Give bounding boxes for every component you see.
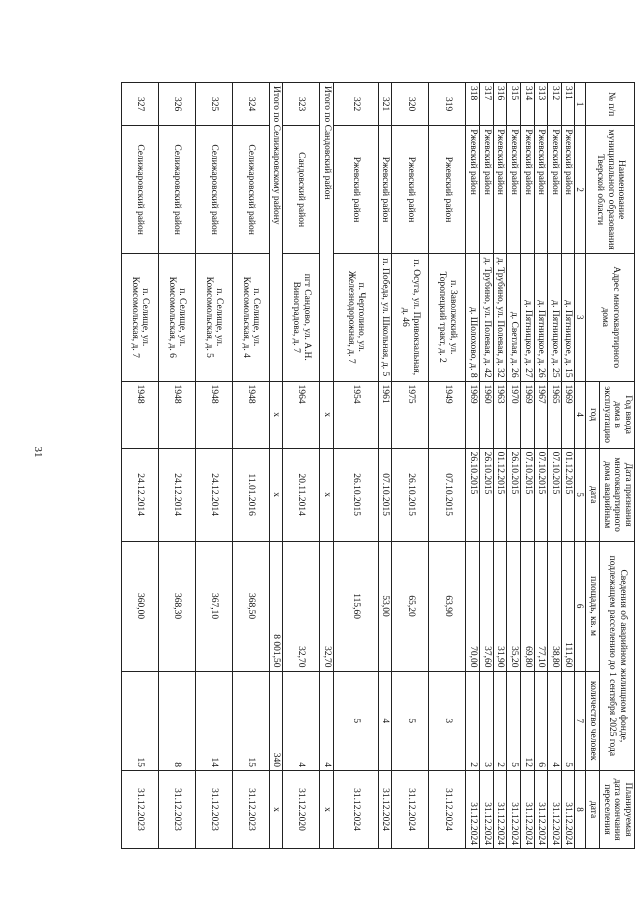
- header-housing-group: Сведения об аварийном жилищном фонде, подлежащем расселению до 1 сентября 2025 года: [600, 541, 635, 770]
- row-area: 77,10: [534, 541, 548, 671]
- column-number: 7: [575, 671, 586, 771]
- row-municipality: Селижаровский район: [232, 126, 269, 254]
- row-num: 321: [378, 83, 392, 126]
- table-row: [493, 83, 507, 849]
- row-address: д. Пятницкое, д. 25: [548, 253, 562, 381]
- row-planned: 31.12.2024: [520, 771, 534, 849]
- row-planned: 31.12.2024: [333, 771, 378, 849]
- row-num: 322: [333, 83, 378, 126]
- row-area: 368,30: [158, 541, 195, 671]
- row-num: 323: [283, 83, 320, 126]
- row-recognition: 01.12.2015: [493, 448, 507, 541]
- row-people: 5: [392, 671, 429, 771]
- row-num: 325: [195, 83, 232, 126]
- row-recognition: 26.10.2015: [333, 448, 378, 541]
- table-row: [548, 83, 562, 849]
- row-year: 1969: [466, 381, 480, 448]
- row-area: 69,80: [520, 541, 534, 671]
- row-num: 326: [158, 83, 195, 126]
- total-area: 32,70: [320, 541, 334, 671]
- row-people: 4: [378, 671, 392, 771]
- row-recognition: 26.10.2015: [466, 448, 480, 541]
- header-area: площадь, кв. м: [586, 541, 600, 671]
- row-people: 3: [429, 671, 466, 771]
- row-year: 1948: [121, 381, 158, 448]
- row-address: п. Осуга, ул. Привокзальная, д. 46: [392, 253, 429, 381]
- row-year: 1948: [158, 381, 195, 448]
- row-planned: 31.12.2023: [195, 771, 232, 849]
- table-row: [232, 83, 269, 849]
- row-recognition: 07.10.2015: [520, 448, 534, 541]
- column-number-row: [575, 83, 586, 849]
- row-planned: 31.12.2024: [429, 771, 466, 849]
- row-recognition: 07.10.2015: [548, 448, 562, 541]
- row-planned: 31.12.2023: [232, 771, 269, 849]
- header-people: количество человек: [586, 671, 600, 771]
- row-planned: 31.12.2024: [561, 771, 575, 849]
- total-people: 4: [320, 671, 334, 771]
- row-address: д. Трубино, ул. Полевая, д. 32: [493, 253, 507, 381]
- row-area: 31,90: [493, 541, 507, 671]
- row-municipality: Ржевский район: [480, 126, 494, 254]
- header-year: год: [586, 381, 600, 448]
- row-recognition: 24.12.2014: [195, 448, 232, 541]
- total-row-seliger: [269, 83, 283, 849]
- row-people: 5: [561, 671, 575, 771]
- total-planned: x: [320, 771, 334, 849]
- column-number: 4: [575, 381, 586, 448]
- header-municipality: Наименование муниципального образования Тверской области: [586, 126, 635, 254]
- column-number: 6: [575, 541, 586, 671]
- row-area: 32,70: [283, 541, 320, 671]
- row-area: 65,20: [392, 541, 429, 671]
- row-planned: 31.12.2024: [507, 771, 521, 849]
- row-municipality: Ржевский район: [392, 126, 429, 254]
- row-area: 63,90: [429, 541, 466, 671]
- row-year: 1975: [392, 381, 429, 448]
- table-row: [283, 83, 320, 849]
- table-row: [466, 83, 480, 849]
- row-num: 327: [121, 83, 158, 126]
- row-municipality: Ржевский район: [561, 126, 575, 254]
- column-number: 3: [575, 253, 586, 381]
- row-people: 8: [158, 671, 195, 771]
- header-recognition-date: дата: [586, 448, 600, 541]
- row-municipality: Селижаровский район: [195, 126, 232, 254]
- row-planned: 31.12.2024: [378, 771, 392, 849]
- row-people: 4: [283, 671, 320, 771]
- total-row-sandovo: [320, 83, 334, 849]
- row-area: 115,60: [333, 541, 378, 671]
- row-planned: 31.12.2024: [392, 771, 429, 849]
- row-people: 15: [121, 671, 158, 771]
- row-num: 319: [429, 83, 466, 126]
- rotated-table-container: [99, 82, 635, 849]
- row-recognition: 20.11.2014: [283, 448, 320, 541]
- row-people: 15: [232, 671, 269, 771]
- row-people: 2: [466, 671, 480, 771]
- total-label: Итого по Селижаровскому району: [269, 83, 283, 382]
- row-people: 3: [480, 671, 494, 771]
- row-planned: 31.12.2024: [493, 771, 507, 849]
- row-address: п. Селище, ул. Комсомольская, д. 5: [195, 253, 232, 381]
- row-num: 318: [466, 83, 480, 126]
- row-num: 313: [534, 83, 548, 126]
- row-recognition: 24.12.2014: [158, 448, 195, 541]
- table-row: [392, 83, 429, 849]
- row-recognition: 11.01.2016: [232, 448, 269, 541]
- row-year: 1969: [561, 381, 575, 448]
- row-planned: 31.12.2023: [158, 771, 195, 849]
- row-recognition: 24.12.2014: [121, 448, 158, 541]
- row-address: п. Селище, ул. Комсомольская, д. 7: [121, 253, 158, 381]
- total-people: 340: [269, 671, 283, 771]
- total-year: x: [269, 381, 283, 448]
- row-address: п. Селище, ул. Комсомольская, д. 6: [158, 253, 195, 381]
- row-area: 38,80: [548, 541, 562, 671]
- row-people: 5: [507, 671, 521, 771]
- row-address: пгт Сандово, ул. А.Н. Виноградова, д. 7: [283, 253, 320, 381]
- row-num: 316: [493, 83, 507, 126]
- row-recognition: 26.10.2015: [392, 448, 429, 541]
- row-planned: 31.12.2023: [121, 771, 158, 849]
- row-municipality: Ржевский район: [466, 126, 480, 254]
- row-address: п. Победа, ул. Школьная, д. 5: [378, 253, 392, 381]
- row-address: п. Заволжский, ул. Торопецкий тракт, д. 2: [429, 253, 466, 381]
- row-planned: 31.12.2024: [548, 771, 562, 849]
- row-num: 312: [548, 83, 562, 126]
- total-recognition: x: [269, 448, 283, 541]
- table-row: [429, 83, 466, 849]
- row-municipality: Ржевский район: [333, 126, 378, 254]
- row-year: 1948: [232, 381, 269, 448]
- total-area: 8 001,50: [269, 541, 283, 671]
- row-recognition: 26.10.2015: [480, 448, 494, 541]
- row-address: д. Пятницкое, д. 26: [534, 253, 548, 381]
- table-row: [195, 83, 232, 849]
- total-recognition: x: [320, 448, 334, 541]
- row-municipality: Ржевский район: [507, 126, 521, 254]
- column-number: 2: [575, 126, 586, 254]
- row-planned: 31.12.2024: [480, 771, 494, 849]
- row-people: 4: [548, 671, 562, 771]
- housing-table: [121, 82, 635, 849]
- row-municipality: Ржевский район: [429, 126, 466, 254]
- row-area: 70,00: [466, 541, 480, 671]
- row-address: д. Светлая, д. 26: [507, 253, 521, 381]
- row-recognition: 07.10.2015: [378, 448, 392, 541]
- row-planned: 31.12.2024: [466, 771, 480, 849]
- row-people: 12: [520, 671, 534, 771]
- total-year: x: [320, 381, 334, 448]
- row-year: 1963: [493, 381, 507, 448]
- row-area: 53,00: [378, 541, 392, 671]
- row-address: п. Чертолино, ул. Железнодорожная, д. 7: [333, 253, 378, 381]
- header-num: № п/п: [586, 83, 635, 126]
- row-num: 314: [520, 83, 534, 126]
- row-planned: 31.12.2020: [283, 771, 320, 849]
- row-recognition: 26.10.2015: [507, 448, 521, 541]
- row-address: д. Пятницкое, д. 27: [520, 253, 534, 381]
- row-area: 35,20: [507, 541, 521, 671]
- row-area: 368,50: [232, 541, 269, 671]
- table-row: [158, 83, 195, 849]
- row-year: 1949: [429, 381, 466, 448]
- header-planned-group: Планируемая дата окончания переселения: [600, 771, 635, 849]
- row-year: 1970: [507, 381, 521, 448]
- table-row: [480, 83, 494, 849]
- row-num: 315: [507, 83, 521, 126]
- row-address: п. Селище, ул. Комсомольская, д. 4: [232, 253, 269, 381]
- row-recognition: 07.10.2015: [429, 448, 466, 541]
- row-municipality: Селижаровский район: [121, 126, 158, 254]
- row-people: 5: [333, 671, 378, 771]
- row-num: 311: [561, 83, 575, 126]
- table-row: [534, 83, 548, 849]
- row-people: 2: [493, 671, 507, 771]
- row-year: 1954: [333, 381, 378, 448]
- row-year: 1967: [534, 381, 548, 448]
- row-area: 37,60: [480, 541, 494, 671]
- row-year: 1960: [480, 381, 494, 448]
- header-recognition-group: Дата признания многоквартирного дома аварийным: [600, 448, 635, 541]
- table-row: [378, 83, 392, 849]
- row-year: 1965: [548, 381, 562, 448]
- row-area: 111,60: [561, 541, 575, 671]
- column-number: 8: [575, 771, 586, 849]
- total-label: Итого по Сандовский район: [320, 83, 334, 382]
- page-number: 31: [32, 446, 44, 458]
- row-num: 324: [232, 83, 269, 126]
- row-area: 367,10: [195, 541, 232, 671]
- table-row: [121, 83, 158, 849]
- row-num: 317: [480, 83, 494, 126]
- table-row: [507, 83, 521, 849]
- row-people: 14: [195, 671, 232, 771]
- row-year: 1948: [195, 381, 232, 448]
- row-municipality: Ржевский район: [520, 126, 534, 254]
- row-municipality: Селижаровский район: [158, 126, 195, 254]
- row-municipality: Ржевский район: [378, 126, 392, 254]
- row-municipality: Ржевский район: [548, 126, 562, 254]
- row-address: д. Трубино, ул. Полевая, д. 42: [480, 253, 494, 381]
- row-municipality: Сандовский район: [283, 126, 320, 254]
- column-number: 1: [575, 83, 586, 126]
- table-row: [561, 83, 575, 849]
- header-address: Адрес многоквартирного дома: [586, 253, 635, 381]
- row-year: 1961: [378, 381, 392, 448]
- row-recognition: 07.10.2015: [534, 448, 548, 541]
- table-row: [520, 83, 534, 849]
- row-address: д. Пятницкое, д. 15: [561, 253, 575, 381]
- row-num: 320: [392, 83, 429, 126]
- header-year-group: Год ввода дома в эксплуатацию: [600, 381, 635, 448]
- total-planned: x: [269, 771, 283, 849]
- row-year: 1964: [283, 381, 320, 448]
- row-planned: 31.12.2024: [534, 771, 548, 849]
- row-address: д. Шолохово, д. 8: [466, 253, 480, 381]
- row-people: 6: [534, 671, 548, 771]
- row-year: 1969: [520, 381, 534, 448]
- row-municipality: Ржевский район: [493, 126, 507, 254]
- row-municipality: Ржевский район: [534, 126, 548, 254]
- header-planned-date: дата: [586, 771, 600, 849]
- table-row: [333, 83, 378, 849]
- column-number: 5: [575, 448, 586, 541]
- row-area: 360,00: [121, 541, 158, 671]
- row-recognition: 01.12.2015: [561, 448, 575, 541]
